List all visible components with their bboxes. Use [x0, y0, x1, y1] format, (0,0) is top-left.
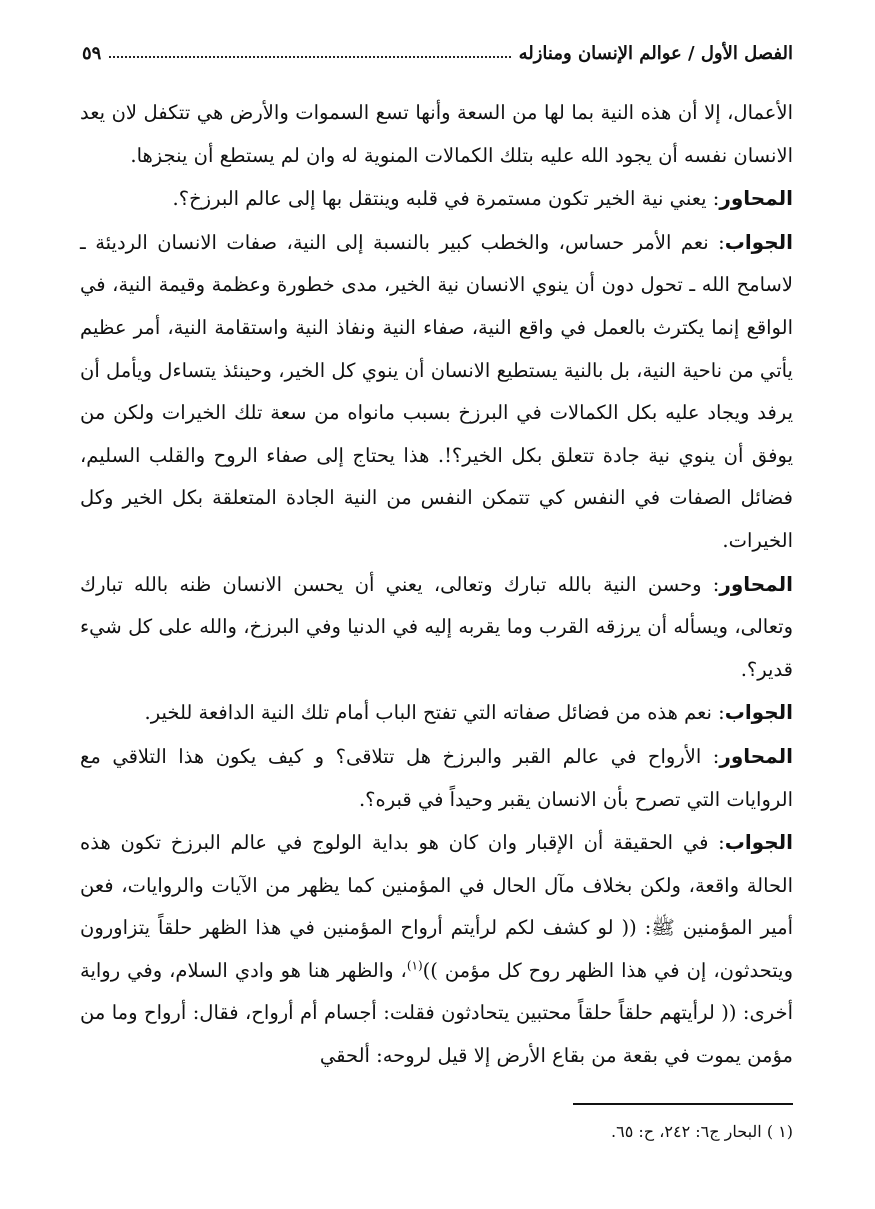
- speaker-label: المحاور: [719, 743, 793, 768]
- paragraph: [80, 735, 793, 821]
- main-text: [80, 92, 793, 1078]
- paragraph: [80, 563, 793, 692]
- paragraph-text: : في الحقيقة أن الإقبار وان كان هو بداية الولوج في عالم البرزخ تكون هذه الحالة واقعة، ولكن بخلاف مآل الحال في المؤمنين كما يظهر من الآيات والروايات، فعن أمير المؤمنين ﷺ: (( لو كشف لكم لرأيتم أرواح المؤمنين في هذا الظهر حلقاً يتزاورون ويتحدثون، إن في هذا الظهر روح كل مؤمن )): [80, 831, 793, 982]
- footnote-reference[interactable]: (١): [406, 958, 423, 973]
- speaker-label: الجواب: [724, 229, 793, 254]
- paragraph-text: : نعم هذه من فضائل صفاته التي تفتح الباب أمام تلك النية الدافعة للخير.: [144, 701, 725, 725]
- speaker-label: الجواب: [724, 700, 793, 725]
- speaker-label: المحاور: [719, 186, 793, 211]
- speaker-label: المحاور: [719, 571, 793, 596]
- footnote: [82, 1118, 793, 1146]
- footnote-text: (١ ) البحار ج٦: ٢٤٢، ح: ٦٥.: [611, 1122, 793, 1141]
- header-dot-leader: [109, 56, 510, 58]
- footnote-separator: [573, 1103, 793, 1105]
- paragraph-text-continued: ، والظهر هنا هو وادي السلام، وفي رواية أخرى: (( لرأيتهم حلقاً حلقاً محتبين يتحادثون فقلت: أجسام أم أرواح، فقال: أرواح وما من مؤمن يموت في بقعة من بقاع الأرض إلا قيل لروحه: ألحقي: [80, 958, 793, 1068]
- paragraph-text: الأعمال، إلا أن هذه النية بما لها من السعة وأنها تسع السموات والأرض هي تتكفل لان يعد الانسان نفسه أن يجود الله عليه بتلك الكمالات المنوية له وان لم يستطع أن ينجزها.: [80, 101, 793, 167]
- paragraph: [80, 92, 793, 177]
- page-number: ٥٩: [82, 43, 102, 64]
- speaker-label: الجواب: [724, 830, 793, 855]
- paragraph: [80, 821, 793, 1078]
- chapter-title: الفصل الأول / عوالم الإنسان ومنازله: [518, 43, 793, 64]
- paragraph: [80, 221, 793, 563]
- paragraph-text: : يعني نية الخير تكون مستمرة في قلبه وينتقل بها إلى عالم البرزخ؟.: [172, 187, 720, 211]
- paragraph: [80, 691, 793, 735]
- paragraph-text: : الأرواح في عالم القبر والبرزخ هل تتلاقى؟ و كيف يكون هذا التلاقي مع الروايات التي تصرح بأن الانسان يقبر وحيداً في قبره؟.: [80, 744, 793, 811]
- paragraph: [80, 177, 793, 221]
- paragraph-text: : نعم الأمر حساس، والخطب كبير بالنسبة إلى النية، صفات الانسان الرديئة ـ لاسامح الله ـ تحول دون أن ينوي الانسان نية الخير، مدى خطورة وعظمة وقيمة النية، في الواقع إنما يكترث بالعمل في واقع النية، صفاء النية ونفاذ النية واستقامة النية، أمر عظيم يأتي من ناحية النية، بل بالنية يستطيع الانسان أن ينوي كل الخير، وحينئذ يتساءل ويأمل أن يرفد ويجاد عليه بكل الكمالات في البرزخ بسبب مانواه من سعة تلك الخيرات ولكن من يوفق أن ينوي نية جادة تتعلق بكل الخير؟!. هذا يحتاج إلى صفاء الروح والقلب السليم، فضائل الصفات في النفس كي تتمكن النفس من النية الجادة المتعلقة بكل الخير وكل الخيرات.: [80, 230, 793, 552]
- paragraph-text: : وحسن النية بالله تبارك وتعالى، يعني أن يحسن الانسان ظنه بالله تبارك وتعالى، ويسأله أن يرزقه القرب وما يقربه إليه في الدنيا وفي البرزخ، والله على كل شيء قدير؟.: [80, 572, 793, 681]
- running-header: [82, 34, 793, 64]
